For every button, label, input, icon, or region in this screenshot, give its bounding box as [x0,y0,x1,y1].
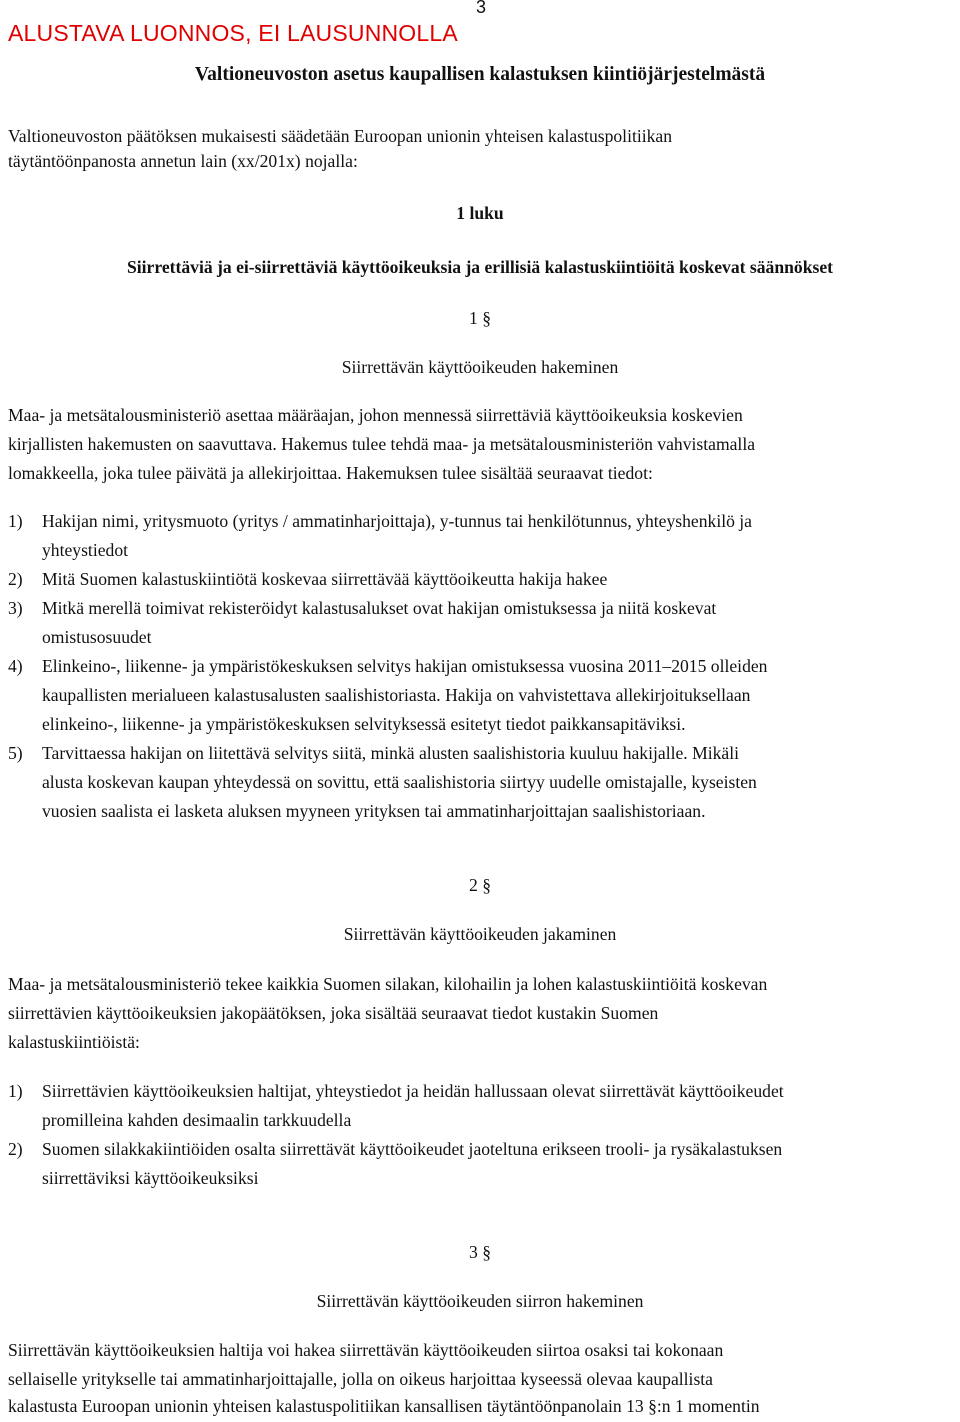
list-item-text: promilleina kahden desimaalin tarkkuudella [42,1110,352,1130]
list-item-text: siirrettäviksi käyttöoikeuksiksi [42,1168,259,1188]
paragraph-line: sellaiselle yritykselle tai ammatinharjoittajalle, jolla on oikeus harjoittaa kyseessä olevaa kaupallista [8,1369,713,1389]
document-title: Valtioneuvoston asetus kaupallisen kalastuksen kiintiöjärjestelmästä [194,64,766,85]
list-item-text: Siirrettävien käyttöoikeuksien haltijat, yhteystiedot ja heidän hallussaan olevat siirrettävät käyttöoikeudet [42,1081,784,1101]
section-title: Siirrettävän käyttöoikeuden siirron hakeminen [316,1291,644,1311]
section-title: Siirrettävän käyttöoikeuden jakaminen [343,924,617,944]
paragraph-line: Maa- ja metsätalousministeriö tekee kaikkia Suomen silakan, kilohailin ja lohen kalastuskiintiöitä koskevan [8,974,768,994]
list-item-text: vuosien saalista ei lasketa aluksen myyneen yrityksen tai ammatinharjoittajan saalishistoriaan. [42,801,706,821]
paragraph-line: lomakkeella, joka tulee päivätä ja allekirjoittaa. Hakemuksen tulee sisältää seuraavat tiedot: [8,463,653,483]
chapter-title: Siirrettäviä ja ei-siirrettäviä käyttöoikeuksia ja erillisiä kalastuskiintiöitä koskevat säännökset [126,257,834,277]
paragraph-line: kalastusta Euroopan unionin yhteisen kalastuspolitiikan kansallisen täytäntöönpanolain 13 §:n 1 momentin [8,1396,760,1416]
section-number: 2 § [469,875,491,895]
list-item-text: Mitkä merellä toimivat rekisteröidyt kalastusalukset ovat hakijan omistuksessa ja niitä koskevat [42,598,717,618]
list-item-text: omistusosuudet [42,627,152,647]
list-item-number: 2) [8,1139,23,1159]
list-item-number: 1) [8,511,23,531]
list-item-text: Tarvittaessa hakijan on liitettävä selvitys siitä, minkä alusten saalishistoria kuuluu hakijalle. Mikäli [42,743,739,763]
page-number: 3 [476,0,487,17]
list-item-number: 2) [8,569,23,589]
list-item-text: yhteystiedot [42,540,129,560]
list-item-text: kaupallisten merialueen kalastusalusten saalishistoriasta. Hakija on vahvistettava allekirjoituksellaan [42,685,751,705]
section-title: Siirrettävän käyttöoikeuden hakeminen [341,357,619,377]
list-item-number: 1) [8,1081,23,1101]
preamble-line: täytäntöönpanosta annetun lain (xx/201x) nojalla: [8,151,358,171]
draft-label: ALUSTAVA LUONNOS, EI LAUSUNNOLLA [8,20,458,46]
list-item-text: Hakijan nimi, yritysmuoto (yritys / ammatinharjoittaja), y-tunnus tai henkilötunnus, yhteyshenkilö ja [42,511,752,531]
paragraph-line: siirrettävien käyttöoikeuksien jakopäätöksen, joka sisältää seuraavat tiedot kustakin Suomen [8,1003,659,1023]
paragraph-line: kalastuskiintiöistä: [8,1032,140,1052]
paragraph-line: kirjallisten hakemusten on saavuttava. Hakemus tulee tehdä maa- ja metsätalousministeriön vahvistamalla [8,434,756,454]
list-item-number: 4) [8,656,23,676]
chapter-number: 1 luku [456,203,504,223]
list-item-text: Elinkeino-, liikenne- ja ympäristökeskuksen selvitys hakijan omistuksessa vuosina 2011–2015 olleiden [42,656,768,676]
paragraph-line: Maa- ja metsätalousministeriö asettaa määräajan, johon mennessä siirrettäviä käyttöoikeuksia koskevien [8,405,743,425]
list-item-number: 5) [8,743,23,763]
section-number: 3 § [469,1242,491,1262]
preamble-line: Valtioneuvoston päätöksen mukaisesti säädetään Euroopan unionin yhteisen kalastuspolitiikan [8,126,673,146]
section-number: 1 § [469,308,491,328]
list-item-text: Suomen silakkakiintiöiden osalta siirrettävät käyttöoikeudet jaoteltuna erikseen trooli- ja rysäkalastuksen [42,1139,783,1159]
list-item-text: Mitä Suomen kalastuskiintiötä koskevaa siirrettävää käyttöoikeutta hakija hakee [42,569,608,589]
list-item-number: 3) [8,598,23,618]
paragraph-line: Siirrettävän käyttöoikeuksien haltija voi hakea siirrettävän käyttöoikeuden siirtoa osaksi tai kokonaan [8,1340,724,1360]
list-item-text: elinkeino-, liikenne- ja ympäristökeskuksen selvityksessä esitetyt tiedot paikkansapitäviksi. [42,714,686,734]
list-item-text: alusta koskevan kaupan yhteydessä on sovittu, että saalishistoria siirtyy uudelle omistajalle, kyseisten [42,772,757,792]
